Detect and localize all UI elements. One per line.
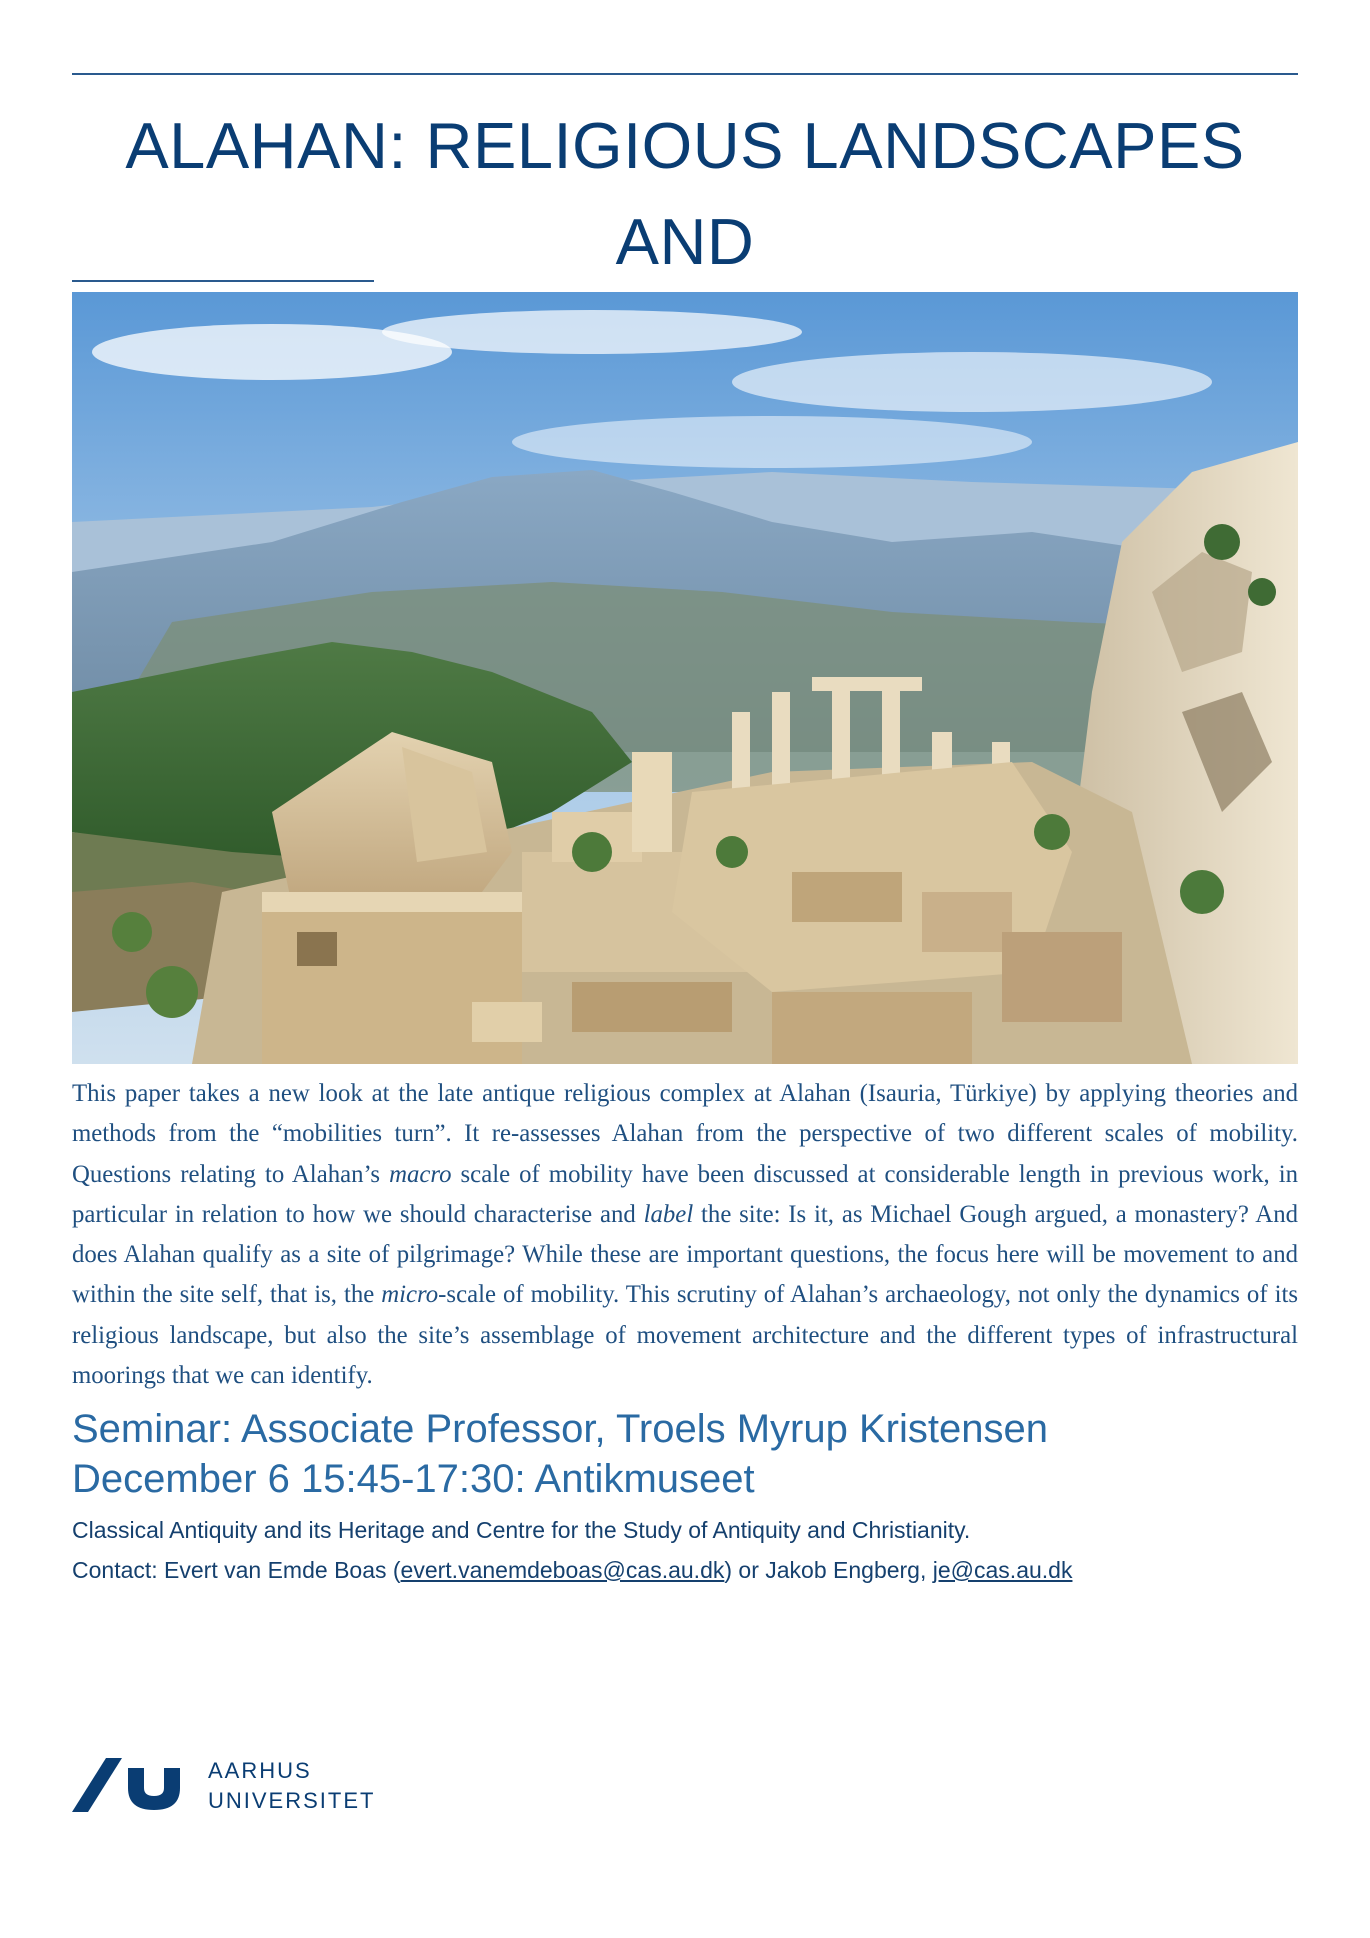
seminar-heading bbox=[72, 1404, 1298, 1504]
logo-line-2: UNIVERSITET bbox=[208, 1788, 376, 1813]
abstract-part-1: This paper takes a new look at the late antique religious complex at Alahan (Isauria, Türkiye) by applying theories and methods from the “mobilities turn”. It re-assesses Alahan from the perspective of two different scales of mobility. Questions relating to Alahan’s bbox=[72, 1080, 1298, 1188]
seminar-date-venue: December 6 15:45-17:30: Antikmuseet bbox=[72, 1457, 755, 1501]
organizers-text: Classical Antiquity and its Heritage and Centre for the Study of Antiquity and Christianity. bbox=[72, 1517, 971, 1543]
abstract-part-4: -scale of mobility. This scrutiny of Alahan’s archaeology, not only the dynamics of its religious landscape, but also the site’s assemblage of movement architecture and the different types of infrastructural moorings that we can identify. bbox=[72, 1281, 1298, 1390]
contact-middle: ) or Jakob Engberg, bbox=[724, 1557, 933, 1583]
logo-line-1: AARHUS bbox=[208, 1758, 312, 1783]
title-line-1: ALAHAN: RELIGIOUS LANDSCAPES AND bbox=[125, 109, 1245, 278]
contact-email-evert[interactable]: evert.vanemdeboas@cas.au.dk bbox=[400, 1557, 725, 1583]
seminar-speaker: Seminar: Associate Professor, Troels Myrup Kristensen bbox=[72, 1407, 1048, 1451]
contact-email-jakob[interactable]: je@cas.au.dk bbox=[932, 1557, 1073, 1583]
top-rule bbox=[72, 73, 1298, 75]
abstract-paragraph bbox=[72, 1074, 1298, 1396]
aarhus-logo-text bbox=[208, 1756, 375, 1816]
event-info bbox=[72, 1510, 1298, 1590]
abstract-macro: macro bbox=[389, 1160, 452, 1188]
abstract-micro: micro bbox=[381, 1281, 439, 1309]
abstract-part-3: the site: Is it, as Michael Gough argued, a monastery? And does Alahan qualify as a site of pilgrimage? While these are important questions, the focus here will be movement to and within the site self, that is, the bbox=[72, 1200, 1298, 1309]
abstract-label: label bbox=[643, 1200, 694, 1228]
contact-prefix: Contact: Evert van Emde Boas ( bbox=[72, 1557, 401, 1583]
title-underline bbox=[72, 280, 374, 282]
alahan-landscape-photo bbox=[72, 292, 1298, 1064]
abstract-part-2: scale of mobility have been discussed at considerable length in previous work, in particular in relation to how we should characterise and bbox=[72, 1160, 1298, 1228]
aarhus-logo-mark bbox=[72, 1754, 192, 1814]
